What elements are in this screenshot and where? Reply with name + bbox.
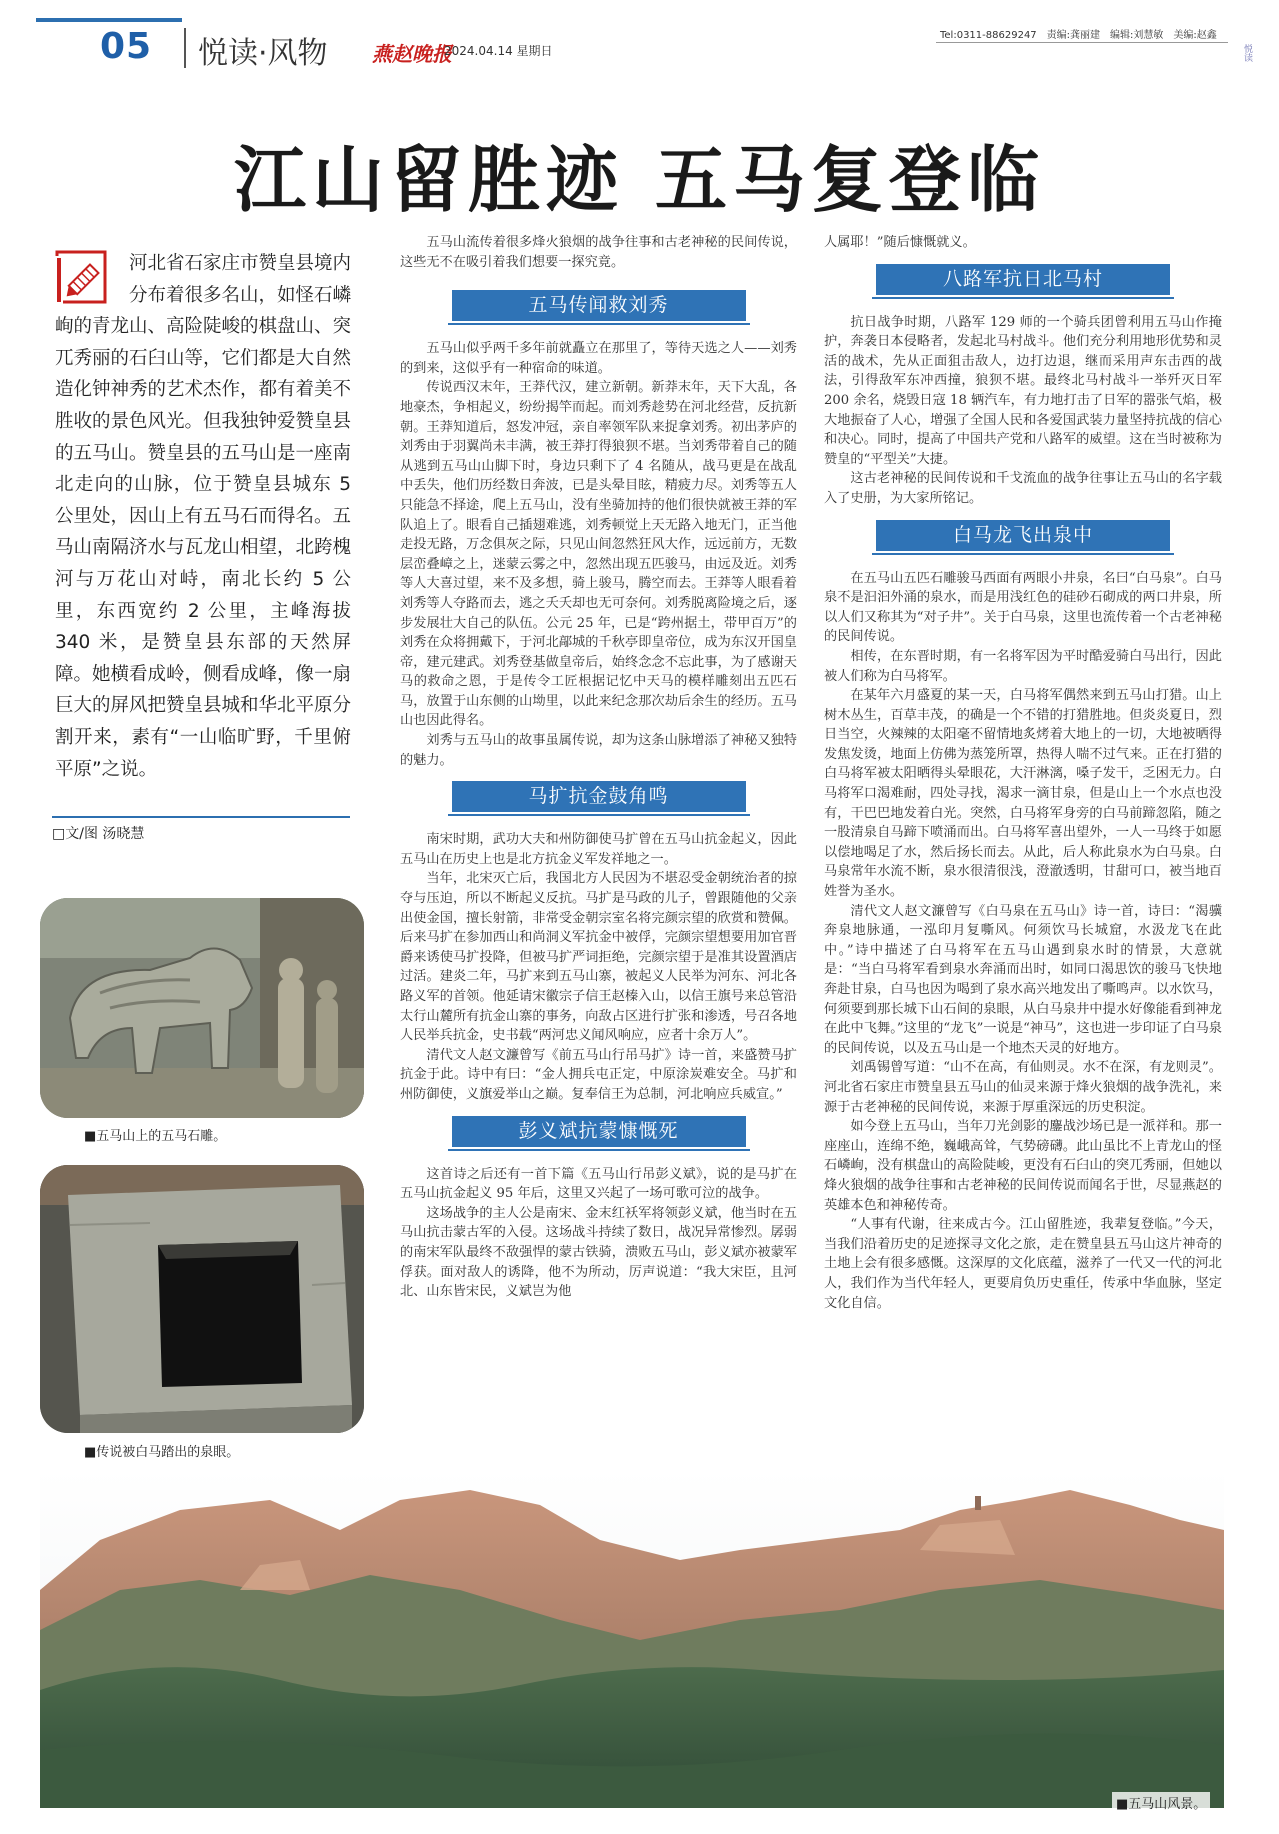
paragraph: 刘秀与五马山的故事虽属传说，却为这条山脉增添了神秘又独特的魅力。 bbox=[400, 733, 797, 768]
photo-caption-statue: ■五马山上的五马石雕。 bbox=[84, 1129, 227, 1144]
continued-paragraph: 人属耶！”随后慷慨就义。 bbox=[824, 235, 976, 250]
paragraph: 传说西汉末年，王莽代汉，建立新朝。新莽末年，天下大乱，各地豪杰，争相起义，纷纷揭竿而起。而刘秀趁势在河北经营，反抗新朝。王莽知道后，怒发冲冠，亲自率领军队来捉拿刘秀。初出茅庐的刘秀由于羽翼尚未丰满，被王莽打得狼狈不堪。当刘秀带着自己的随从逃到五马山山脚下时，身边只剩下了 4 名随从，战马更是在战乱中丢失，他们历经数日奔波，已是头晕目眩，精疲力尽。刘秀等五人只能急不择途，爬上五马山，没有坐骑加持的他们很快就被王莽的军队追上了。眼看自己插翅难逃，刘秀顿觉上天无路入地无门，正当他走投无路，万念俱灰之际，只见山间忽然狂风大作，远远前方，无数层峦叠嶂之上，迷蒙云雾之中，忽然出现五匹骏马，由远及近。刘秀等人大喜过望，来不及多想，骑上骏马，腾空而去。王莽等人眼看着刘秀等人夺路而去，逃之夭夭却也无可奈何。刘秀脱离险境之后，逐步发展壮大自己的队伍。公元 25 年，已是“跨州据土，带甲百万”的刘秀在众将拥戴下，于河北鄗城的千秋亭即皇帝位，成为东汉开国皇帝，建元建武。刘秀登基做皇帝后，始终念念不忘此事，为了感谢天马的救命之恩，于是传令工匠根据记忆中天马的模样雕刻出五匹石马，放置于山东侧的山坳里，以此来纪念那次劫后余生的经历。五马山也因此得名。 bbox=[400, 380, 797, 729]
horse-statue-photo bbox=[40, 898, 364, 1118]
paragraph: 当年，北宋灭亡后，我国北方人民因为不堪忍受金朝统治者的掠夺与压迫，所以不断起义反抗。马扩是马政的儿子，曾跟随他的父亲出使金国，擅长射箭，非常受金朝宗室名将完颜宗望的欣赏和赞佩。后来马扩在参加西山和尚洞义军抗金中被俘，完颜宗望想要用加官晋爵来诱使马扩投降，但被马扩严词拒绝，完颜宗望于是准其设置酒店过活。建炎二年，马扩来到五马山寨，被起义人民举为河东、河北各路义军的首领。他延请宋徽宗子信王赵榛入山，以信王旗号来总管沿太行山麓所有抗金山寨的事务，向敌占区进行扩张和渗透，号召各地人民举兵抗金，史书载“两河忠义闻风响应，应者十余万人”。 bbox=[400, 871, 797, 1044]
horse-statue-image bbox=[40, 898, 364, 1118]
paragraph: 这古老神秘的民间传说和千戈流血的战争往事让五马山的名字载入了史册，为大家所铭记。 bbox=[824, 471, 1222, 506]
paragraph: “人事有代谢，往来成古今。江山留胜迹，我辈复登临。”今天，当我们沿着历史的足迹探寻文化之旅，走在赞皇县五马山这片神奇的土地上会有很多感慨。这深厚的文化底蕴，滋养了一代又一代的河北人，我们作为当代年轻人，更要肩负历史重任，传承中华血脉，坚定文化自信。 bbox=[824, 1217, 1222, 1311]
paragraph: 在五马山五匹石雕骏马西面有两眼小井泉，名曰“白马泉”。白马泉不是汩汩外涌的泉水，而是用浅红色的硅砂石砌成的两口井泉，所以人们又称其为“对子井”。关于白马泉，这里也流传着一个古老神秘的民间传说。 bbox=[824, 570, 1222, 645]
section-banner-balujun: 八路军抗日北马村 bbox=[876, 264, 1170, 295]
section-banner-pengyibin: 彭义斌抗蒙慷慨死 bbox=[452, 1116, 746, 1147]
header-divider bbox=[184, 28, 186, 68]
page-number: 05 bbox=[100, 26, 153, 67]
section-logo: 悦读 bbox=[1242, 44, 1252, 62]
paragraph: 抗日战争时期，八路军 129 师的一个骑兵团曾利用五马山作掩护，奔袭日本侵略者，发起北马村战斗。他们充分利用地形优势和灵活的战术，先从正面狙击敌人，边打边退，继而采用声东击西的战法，引得敌军东冲西撞，狼狈不堪。最终北马村战斗一举歼灭日军 200 余名，烧毁日寇 18 辆汽车，有力地打击了日军的嚣张气焰，极大地振奋了人心，增强了全国人民和各爱国武装力量坚持抗战的信心和决心。同时，提高了中国共产党和八路军的威望。这在当时被称为赞皇的“平型关”大捷。 bbox=[824, 314, 1222, 467]
author-credit: □文/图 汤晓慧 bbox=[52, 826, 145, 842]
paragraph: 清代文人赵文濂曾写《白马泉在五马山》诗一首，诗曰：“渴骥奔泉地脉通，一泓印月复嘶风。何须饮马长城窟，水汲龙飞在此中。”诗中描述了白马将军在五马山遇到泉水时的情景，大意就是：“当白马将军看到泉水奔涌而出时，如同口渴思饮的骏马飞快地奔赴甘泉，白马也因为喝到了泉水高兴地发出了嘶鸣声。以水饮马，何须要到那长城下山石间的泉眼，从白马泉井中提水好像能看到神龙在此中飞舞。”这里的“龙飞”一说是“神马”，这也进一步印证了白马泉的民间传说，以及五马山是一个地杰天灵的好地方。 bbox=[824, 903, 1222, 1056]
intro-paragraph: 五马山流传着很多烽火狼烟的战争往事和古老神秘的民间传说，这些无不在吸引着我们想要一探究竟。 bbox=[400, 235, 797, 270]
paragraph: 这首诗之后还有一首下篇《五马山行吊彭义斌》，说的是马扩在五马山抗金起义 95 年后，这里又兴起了一场可歌可泣的战争。 bbox=[400, 1166, 797, 1202]
paragraph: 清代文人赵文濂曾写《前五马山行吊马扩》诗一首，来盛赞马扩抗金于此。诗中有曰：“金人拥兵屯正定，中原涂炭难安全。马扩和州防御使，义旗爱举山之巅。复奉信王为总制，河北响应兵威宣。” bbox=[400, 1047, 797, 1102]
article-column-middle bbox=[400, 233, 797, 1302]
paragraph: 五马山似乎两千多年前就矗立在那里了，等待天选之人——刘秀的到来，这似乎有一种宿命的味道。 bbox=[400, 341, 797, 376]
issue-date: 2024.04.14 星期日 bbox=[444, 44, 553, 58]
article-title: 江山留胜迹 五马复登临 bbox=[233, 138, 1046, 222]
section-banner-baimaquan: 白马龙飞出泉中 bbox=[876, 520, 1170, 551]
paragraph: 相传，在东晋时期，有一名将军因为平时酷爱骑白马出行，因此被人们称为白马将军。 bbox=[824, 648, 1222, 684]
section-banner-makuo: 马扩抗金鼓角鸣 bbox=[452, 781, 746, 812]
paper-name: 燕赵晚报 bbox=[372, 42, 452, 66]
header-rule bbox=[936, 42, 1228, 43]
paragraph: 南宋时期，武功大夫和州防御使马扩曾在五马山抗金起义，因此五马山在历史上也是北方抗金义军发祥地之一。 bbox=[400, 832, 797, 867]
photo-caption-well: ■传说被白马踏出的泉眼。 bbox=[84, 1445, 240, 1460]
lead-rule bbox=[52, 816, 350, 818]
editor-credits: Tel:0311-88629247 责编:龚丽建 编辑:刘慧敏 美编:赵鑫 bbox=[940, 30, 1217, 41]
section-title: 悦读·风物 bbox=[198, 36, 328, 71]
spring-well-image bbox=[40, 1165, 364, 1433]
header-accent-line bbox=[36, 18, 182, 22]
article-column-right bbox=[824, 233, 1222, 1313]
photo-caption-landscape: ■五马山风景。 bbox=[1112, 1792, 1210, 1813]
paragraph: 在某年六月盛夏的某一天，白马将军偶然来到五马山打猎。山上树木丛生，百草丰茂，的确是一个不错的打猎胜地。但炎炎夏日，烈日当空，火辣辣的太阳毫不留情地炙烤着大地上的一切，大地被晒得发焦发烫，地面上仿佛为蒸笼所罩，热得人喘不过气来。正在打猎的白马将军被太阳晒得头晕眼花，大汗淋漓，嗓子发干，乏困无力。白马将军口渴难耐，四处寻找，渴求一滴甘泉，但是山上一个水点也没有，干巴巴地发着白光。突然，白马将军身旁的白马前蹄忽陷，随之一股清泉自马蹄下喷涌而出。白马将军喜出望外，一人一马终于如愿以偿地喝足了水，然后扬长而去。从此，后人称此泉水为白马泉。白马泉常年水流不断，泉水很清很浅，澄澈透明，甘甜可口，被当地百姓誉为圣水。 bbox=[824, 688, 1222, 900]
mountain-landscape-image bbox=[40, 1470, 1224, 1808]
section-banner-liuxiu: 五马传闻救刘秀 bbox=[452, 290, 746, 321]
paragraph: 刘禹锡曾写道：“山不在高，有仙则灵。水不在深，有龙则灵”。河北省石家庄市赞皇县五马山的仙灵来源于烽火狼烟的战争洗礼，来源于古老神秘的民间传说，来源于厚重深远的历史积淀。 bbox=[824, 1060, 1222, 1115]
lead-text: 河北省石家庄市赞皇县境内分布着很多名山，如怪石嶙峋的青龙山、高险陡峻的棋盘山、突兀秀丽的石臼山等，它们都是大自然造化钟神秀的艺术杰作，都有着美不胜收的景色风光。但我独钟爱赞皇县的五马山。赞皇县的五马山是一座南北走向的山脉，位于赞皇县城东 5 公里处，因山上有五马石而得名。五马山南隔济水与瓦龙山相望，北跨槐河与万花山对峙，南北长约 5 公里，东西宽约 2 公里，主峰海拔 340 米，是赞皇县东部的天然屏障。她横看成岭，侧看成峰，像一扇巨大的屏风把赞皇县城和华北平原分割开来，素有“一山临旷野，千里俯平原”之说。 bbox=[55, 253, 352, 780]
paragraph: 这场战争的主人公是南宋、金末红袄军将领彭义斌，他当时在五马山抗击蒙古军的入侵。这场战斗持续了数日，战况异常惨烈。孱弱的南宋军队最终不敌强悍的蒙古铁骑，溃败五马山，彭义斌亦被蒙军俘获。面对敌人的诱降，他不为所动，厉声说道：“我大宋臣，且河北、山东皆宋民，义斌岂为他 bbox=[400, 1205, 797, 1300]
spring-well-photo bbox=[40, 1165, 364, 1433]
mountain-landscape-photo bbox=[40, 1470, 1224, 1808]
lead-paragraph bbox=[55, 248, 351, 785]
paragraph: 如今登上五马山，当年刀光剑影的鏖战沙场已是一派祥和。那一座座山，连绵不绝，巍峨高耸，气势磅礴。此山虽比不上青龙山的怪石嶙峋，没有棋盘山的高险陡峻，更没有石臼山的突兀秀丽，但她以烽火狼烟的战争往事和古老神秘的民间传说而闻名于世，尽显燕赵的英雄本色和神秘传奇。 bbox=[824, 1119, 1222, 1213]
